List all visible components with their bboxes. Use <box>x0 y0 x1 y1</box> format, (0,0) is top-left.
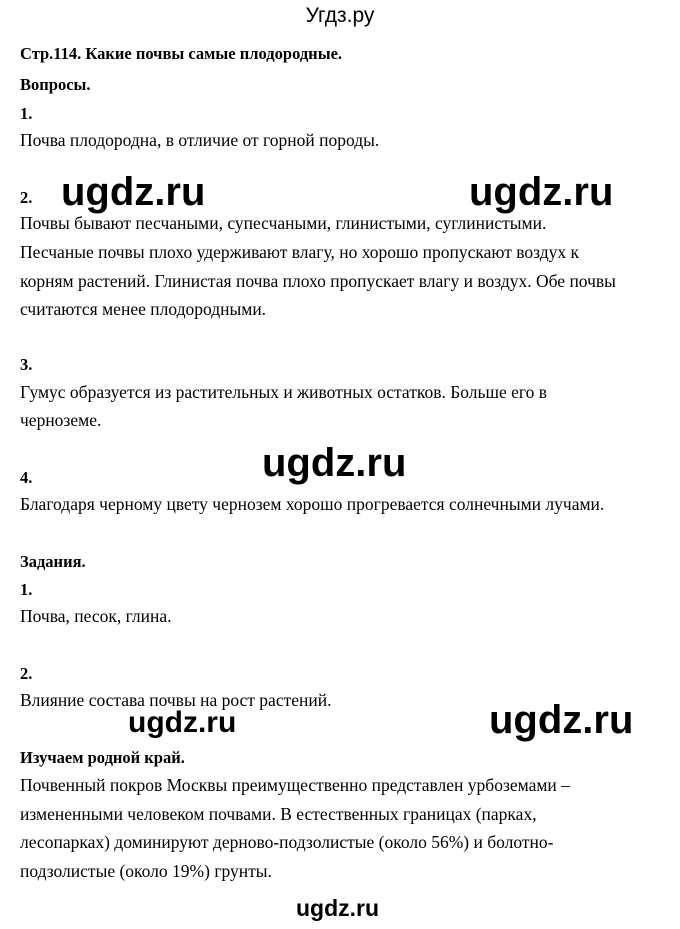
answer-line: Влияние состава почвы на рост растений. <box>20 690 332 710</box>
answer-line: Почва, песок, глина. <box>20 606 172 626</box>
answer-line: Песчаные почвы плохо удерживают влагу, но хорошо пропускают воздух к <box>20 242 580 262</box>
answer-line: измененными человеком почвами. В естественных границах (парках, <box>20 804 537 824</box>
task-number: 2. <box>20 664 33 683</box>
tasks-title: Задания. <box>20 552 86 571</box>
task-number: 1. <box>20 580 33 599</box>
site-title: Угдз.ру <box>305 4 375 27</box>
question-number: 2. <box>20 188 33 207</box>
answer-line: лесопарках) доминируют дерново-подзолистые (около 56%) и болотно- <box>20 832 554 852</box>
watermark: ugdz.ru <box>296 895 380 921</box>
watermark: ugdz.ru <box>489 698 634 742</box>
watermark: ugdz.ru <box>128 706 237 739</box>
question-number: 4. <box>20 468 33 487</box>
questions-title: Вопросы. <box>20 75 91 94</box>
question-number: 1. <box>20 104 33 123</box>
answer-line: Почва плодородна, в отличие от горной породы. <box>20 130 380 150</box>
answer-line: Гумус образуется из растительных и животных остатков. Больше его в <box>20 382 548 402</box>
watermark: ugdz.ru <box>61 170 206 214</box>
answer-line: корням растений. Глинистая почва плохо пропускает влагу и воздух. Обе почвы <box>20 271 616 291</box>
answer-line: Почвенный покров Москвы преимущественно представлен урбоземами – <box>20 775 570 795</box>
answer-line: подзолистые (около 19%) грунты. <box>20 861 272 881</box>
answer-line: Почвы бывают песчаными, супесчаными, глинистыми, суглинистыми. <box>20 213 547 233</box>
question-number: 3. <box>20 355 33 374</box>
answer-line: считаются менее плодородными. <box>20 299 267 319</box>
native-land-title: Изучаем родной край. <box>20 748 185 767</box>
watermark: ugdz.ru <box>469 170 614 214</box>
watermark: ugdz.ru <box>262 441 407 485</box>
page-heading: Стр.114. Какие почвы самые плодородные. <box>20 44 343 63</box>
answer-line: черноземе. <box>20 410 102 430</box>
answer-line: Благодаря черному цвету чернозем хорошо прогревается солнечными лучами. <box>20 494 605 514</box>
